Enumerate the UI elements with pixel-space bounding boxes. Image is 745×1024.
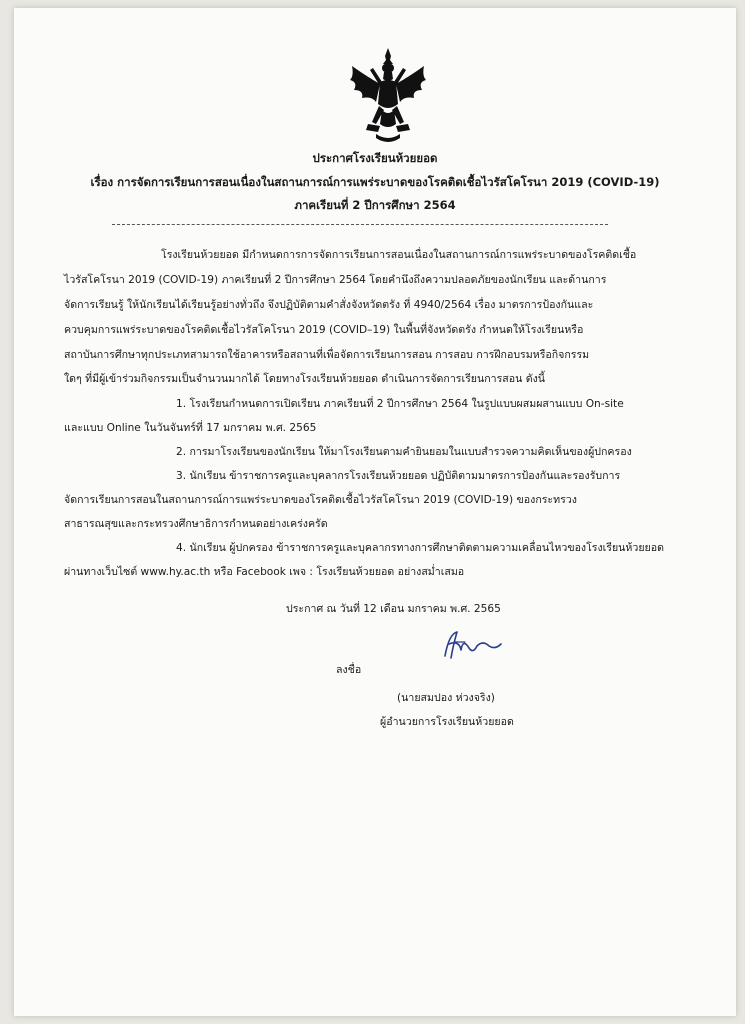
signer-position: ผู้อำนวยการโรงเรียนห้วยยอด	[380, 716, 514, 728]
signature-label: ลงชื่อ	[336, 664, 362, 676]
paragraph-line: ไวรัสโคโรนา 2019 (COVID-19) ภาคเรียนที่ 2 ปีการศึกษา 2564 โดยคำนึงถึงความปลอดภัยของนักเรียน และด้านการ	[64, 274, 607, 286]
announcement-date: ประกาศ ณ วันที่ 12 เดือน มกราคม พ.ศ. 2565	[286, 603, 501, 615]
list-item-4-line: ผ่านทางเว็บไซต์ www.hy.ac.th หรือ Facebook เพจ : โรงเรียนห้วยยอด อย่างสม่ำเสมอ	[64, 566, 465, 578]
paragraph-line: ควบคุมการแพร่ระบาดของโรคติดเชื้อไวรัสโคโรนา 2019 (COVID–19) ในพื้นที่จังหวัดตรัง กำหนดให้โรงเรียนหรือ	[64, 324, 584, 336]
list-item-1-line: 1. โรงเรียนกำหนดการเปิดเรียน ภาคเรียนที่ 2 ปีการศึกษา 2564 ในรูปแบบผสมผสานแบบ On-site	[176, 398, 624, 410]
paragraph-line: สถาบันการศึกษาทุกประเภทสามารถใช้อาคารหรือสถานที่เพื่อจัดการเรียนการสอน การสอบ การฝึกอบรมหรือกิจกรรม	[64, 349, 590, 361]
announcement-title: ประกาศโรงเรียนห้วยยอด	[312, 151, 438, 165]
signature-scribble	[439, 628, 503, 662]
list-item-2-line: 2. การมาโรงเรียนของนักเรียน ให้มาโรงเรียนตามคำยินยอมในแบบสำรวจความคิดเห็นของผู้ปกครอง	[176, 446, 632, 458]
list-item-1-line: และแบบ Online ในวันจันทร์ที่ 17 มกราคม พ.ศ. 2565	[64, 422, 317, 434]
list-item-3-line: 3. นักเรียน ข้าราชการครูและบุคลากรโรงเรียนห้วยยอด ปฏิบัติตามมาตรการป้องกันและรองรับการ	[176, 470, 621, 482]
announcement-term: ภาคเรียนที่ 2 ปีการศึกษา 2564	[294, 198, 456, 212]
announcement-subject: เรื่อง การจัดการเรียนการสอนเนื่องในสถานการณ์การแพร่ระบาดของโรคติดเชื้อไวรัสโคโรนา 2019 (COVID-19)	[90, 175, 660, 189]
paragraph-line: จัดการเรียนรู้ ให้นักเรียนได้เรียนรู้อย่างทั่วถึง จึงปฏิบัติตามคำสั่งจังหวัดตรัง ที่ 4940/2564 เรื่อง มาตรการป้องกันและ	[64, 299, 594, 311]
paragraph-line: โรงเรียนห้วยยอด มีกำหนดการการจัดการเรียนการสอนเนื่องในสถานการณ์การแพร่ระบาดของโรคติดเชื้อ	[161, 249, 637, 261]
document-page	[14, 8, 736, 1016]
garuda-emblem-icon	[346, 46, 430, 146]
signer-name: (นายสมปอง ห่วงจริง)	[397, 692, 495, 704]
list-item-3-line: จัดการเรียนการสอนในสถานการณ์การแพร่ระบาดของโรคติดเชื้อไวรัสโคโรนา 2019 (COVID-19) ของกระทรวง	[64, 494, 577, 506]
paragraph-line: ใดๆ ที่มีผู้เข้าร่วมกิจกรรมเป็นจำนวนมากได้ โดยทางโรงเรียนห้วยยอด ดำเนินการจัดการเรียนการสอน ดังนี้	[64, 373, 546, 385]
list-item-4-line: 4. นักเรียน ผู้ปกครอง ข้าราชการครูและบุคลากรทางการศึกษาติดตามความเคลื่อนไหวของโรงเรียนห้วยยอด	[176, 542, 665, 554]
list-item-3-line: สาธารณสุขและกระทรวงศึกษาธิการกำหนดอย่างเคร่งครัด	[64, 518, 328, 530]
header-divider	[112, 224, 608, 225]
